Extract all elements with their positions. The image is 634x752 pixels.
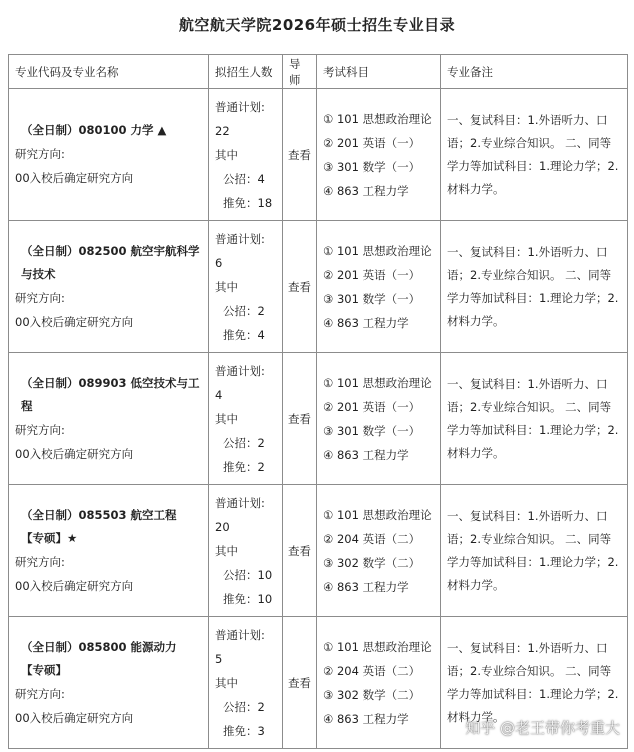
exam-subject: ④ 863 工程力学 — [323, 579, 409, 594]
plan-label: 普通计划: — [215, 99, 265, 114]
header-remarks: 专业备注 — [441, 55, 628, 89]
view-supervisor-link[interactable]: 查看 — [288, 543, 311, 558]
exam-subject: ① 101 思想政治理论 — [323, 243, 432, 258]
table-row — [9, 485, 628, 617]
research-direction: 00入校后确定研究方向 — [15, 710, 134, 725]
direction-label: 研究方向: — [15, 290, 65, 305]
plan-label: 普通计划: — [215, 627, 265, 642]
table-row — [9, 89, 628, 221]
remarks-cell — [441, 221, 628, 353]
exam-subject: ③ 302 数学（二） — [323, 555, 421, 570]
supervisor-cell — [283, 353, 317, 485]
exam-subject: ② 204 英语（二） — [323, 663, 421, 678]
direction-label: 研究方向: — [15, 554, 65, 569]
exam-subject: ③ 301 数学（一） — [323, 159, 421, 174]
enrollment-cell — [209, 221, 283, 353]
exempt-count: 推免：2 — [223, 459, 265, 474]
exam-subject: ④ 863 工程力学 — [323, 315, 409, 330]
exam-subject: ③ 301 数学（一） — [323, 423, 421, 438]
research-direction: 00入校后确定研究方向 — [15, 314, 134, 329]
program-name: （全日制）085800 能源动力 【专硕】 — [21, 639, 177, 677]
among-label: 其中 — [215, 543, 238, 558]
exam-subject: ④ 863 工程力学 — [323, 183, 409, 198]
view-supervisor-link[interactable]: 查看 — [288, 411, 311, 426]
program-cell — [9, 221, 209, 353]
page-title: 航空航天学院2026年硕士招生专业目录 — [178, 16, 456, 34]
research-direction: 00入校后确定研究方向 — [15, 578, 134, 593]
supervisor-cell — [283, 485, 317, 617]
program-cell — [9, 89, 209, 221]
enrollment-cell — [209, 89, 283, 221]
exempt-count: 推免：4 — [223, 327, 265, 342]
table-header-row — [9, 55, 628, 89]
exam-subject: ② 201 英语（一） — [323, 399, 421, 414]
plan-label: 普通计划: — [215, 231, 265, 246]
exam-subject: ④ 863 工程力学 — [323, 447, 409, 462]
direction-label: 研究方向: — [15, 147, 65, 161]
view-supervisor-link[interactable]: 查看 — [288, 279, 311, 294]
program-remark: 一、复试科目：1.外语听力、口语；2.专业综合知识。 二、同等学力等加试科目：1.理论力学；2.材料力学。 — [447, 508, 619, 592]
plan-count: 5 — [215, 651, 223, 666]
plan-label: 普通计划: — [215, 363, 265, 378]
exam-subjects-cell — [317, 617, 441, 749]
program-remark: 一、复试科目：1.外语听力、口语；2.专业综合知识。 二、同等学力等加试科目：1.理论力学；2.材料力学。 — [447, 112, 619, 196]
program-remark: 一、复试科目：1.外语听力、口语；2.专业综合知识。 二、同等学力等加试科目：1.理论力学；2.材料力学。 — [447, 244, 619, 328]
public-count: 公招：4 — [223, 171, 265, 186]
header-enrollment: 拟招生人数 — [209, 55, 283, 89]
among-label: 其中 — [215, 279, 238, 294]
program-name: （全日制）080100 力学 ▲ — [21, 123, 167, 137]
program-remark: 一、复试科目：1.外语听力、口语；2.专业综合知识。 二、同等学力等加试科目：1.理论力学；2.材料力学。 — [447, 376, 619, 460]
supervisor-cell — [283, 617, 317, 749]
exam-subjects-cell — [317, 485, 441, 617]
plan-label: 普通计划: — [215, 495, 265, 510]
plan-count: 6 — [215, 255, 223, 270]
enrollment-cell — [209, 617, 283, 749]
program-cell — [9, 353, 209, 485]
public-count: 公招：2 — [223, 699, 265, 714]
exam-subjects-cell — [317, 221, 441, 353]
exam-subject: ① 101 思想政治理论 — [323, 375, 432, 390]
exam-subject: ② 204 英语（二） — [323, 531, 421, 546]
remarks-cell — [441, 89, 628, 221]
exam-subject: ② 201 英语（一） — [323, 135, 421, 150]
public-count: 公招：2 — [223, 303, 265, 318]
remarks-cell — [441, 353, 628, 485]
exempt-count: 推免：10 — [223, 591, 273, 606]
enrollment-cell — [209, 353, 283, 485]
program-name: （全日制）085503 航空工程 【专硕】★ — [21, 507, 177, 545]
public-count: 公招：10 — [223, 567, 273, 582]
among-label: 其中 — [215, 147, 238, 162]
header-supervisor: 导师 — [283, 55, 317, 89]
program-name: （全日制）082500 航空宇航科学与技术 — [21, 243, 200, 281]
plan-count: 22 — [215, 123, 230, 138]
exam-subject: ② 201 英语（一） — [323, 267, 421, 282]
among-label: 其中 — [215, 675, 238, 690]
exam-subject: ④ 863 工程力学 — [323, 711, 409, 726]
exam-subject: ① 101 思想政治理论 — [323, 507, 432, 522]
exam-subject: ① 101 思想政治理论 — [323, 639, 432, 654]
enrollment-cell — [209, 485, 283, 617]
program-name: （全日制）089903 低空技术与工程 — [21, 375, 200, 413]
remarks-cell — [441, 485, 628, 617]
direction-label: 研究方向: — [15, 686, 65, 701]
exam-subjects-cell — [317, 353, 441, 485]
table-row — [9, 353, 628, 485]
research-direction: 00入校后确定研究方向 — [15, 446, 134, 461]
watermark: 知乎 @老王带你考重大 — [465, 719, 620, 737]
exam-subject: ① 101 思想政治理论 — [323, 111, 432, 126]
among-label: 其中 — [215, 411, 238, 426]
supervisor-cell — [283, 221, 317, 353]
direction-label: 研究方向: — [15, 422, 65, 437]
exam-subject: ③ 301 数学（一） — [323, 291, 421, 306]
exam-subject: ③ 302 数学（二） — [323, 687, 421, 702]
view-supervisor-link[interactable]: 查看 — [288, 675, 311, 690]
research-direction: 00入校后确定研究方向 — [15, 171, 134, 185]
program-catalog-table — [8, 54, 628, 749]
exam-subjects-cell — [317, 89, 441, 221]
program-cell — [9, 485, 209, 617]
program-cell — [9, 617, 209, 749]
program-remark: 一、复试科目：1.外语听力、口语；2.专业综合知识。 二、同等学力等加试科目：1.理论力学；2.材料力学。 — [447, 640, 619, 724]
exempt-count: 推免：18 — [223, 195, 273, 210]
exempt-count: 推免：3 — [223, 723, 265, 738]
plan-count: 20 — [215, 519, 230, 534]
plan-count: 4 — [215, 387, 223, 402]
table-row — [9, 221, 628, 353]
view-supervisor-link[interactable]: 查看 — [288, 147, 311, 162]
header-exam-subjects: 考试科目 — [317, 55, 441, 89]
header-program: 专业代码及专业名称 — [9, 55, 209, 89]
public-count: 公招：2 — [223, 435, 265, 450]
supervisor-cell — [283, 89, 317, 221]
